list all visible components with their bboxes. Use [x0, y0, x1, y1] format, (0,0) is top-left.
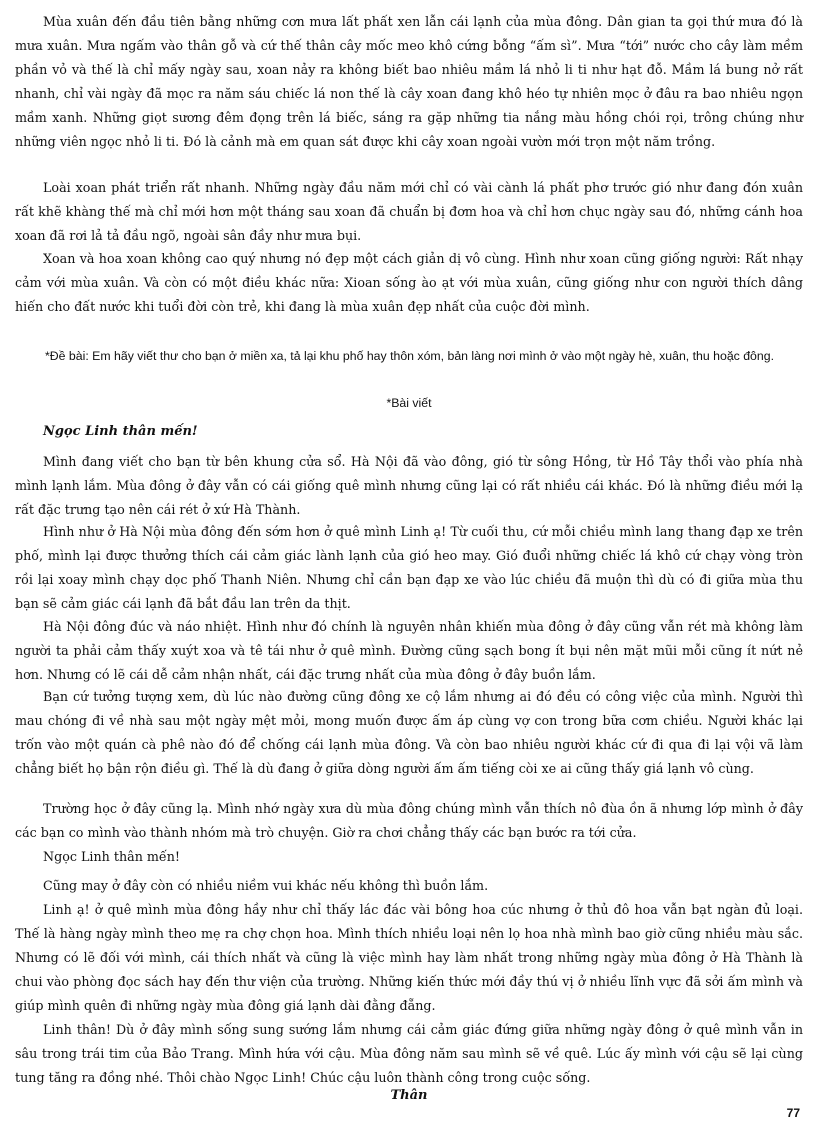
intro-paragraph-3: Xoan và hoa xoan không cao quý nhưng nó đẹp một cách giản dị vô cùng. Hình như xoan cũng giống người: Rất nhạy cảm với mùa xuân. Và còn có một điều khác nữa: Xioan sống ào ạt với mùa xuân, cũng giống như con người thích dâng hiến cho đất nước khi tuổi đời còn trẻ, khi đang là mùa xuân đẹp nhất của cuộc đời mình.	[15, 251, 803, 314]
essay-paragraph-5: Trường học ở đây cũng lạ. Mình nhớ ngày xưa dù mùa đông chúng mình vẫn thích nô đùa ồn ã nhưng lớp mình ở đây các bạn co mình vào thành nhóm mà trò chuyện. Giờ ra chơi chẳng thấy các bạn bước ra tới cửa.	[15, 801, 803, 840]
intro-paragraph-1: Mùa xuân đến đầu tiên bằng những cơn mưa lất phất xen lẫn cái lạnh của mùa đông. Dân gian ta gọi thứ mưa đó là mưa xuân. Mưa ngấm vào thân gỗ và cứ thế thân cây mốc meo khô cứng bỗng “ấm sì”. Mưa “tới” nước cho cây làm mềm phần vỏ và thế là chỉ mấy ngày sau, xoan nảy ra không biết bao nhiêu mầm lá nhỏ li ti như hạt đỗ. Mầm lá bung nở rất nhanh, chỉ vài ngày đã mọc ra năm sáu chiếc lá non thế là cây xoan đang khô héo tự nhiên mọc ở đâu ra bao nhiêu ngọn mầm xanh. Những giọt sương đêm đọng trên lá biếc, sáng ra gặp những tia nắng màu hồng chói rọi, trông chúng như những viên ngọc nhỏ li ti. Đó là cảnh mà em quan sát được khi cây xoan ngoài vườn mới trọn một năm trồng.	[15, 14, 803, 149]
essay-paragraph-7: Cũng may ở đây còn có nhiều niềm vui khác nếu không thì buồn lắm.	[43, 878, 489, 893]
letter-signature: Thân	[390, 1088, 428, 1103]
essay-paragraph-3: Hà Nội đông đúc và náo nhiệt. Hình như đó chính là nguyên nhân khiến mùa đông ở đây cũng vẫn rét mà không làm người ta phải cảm thấy xuýt xoa và tê tái như ở quê mình. Đường cũng sạch bong ít bụi nên mặt mũi mỗi cũng ít nứt nẻ hơn. Nhưng có lẽ cái dễ cảm nhận nhất, cái đặc trưng nhất của mùa đông ở đây buồn lắm.	[15, 619, 803, 682]
essay-paragraph-4: Bạn cứ tưởng tượng xem, dù lúc nào đường cũng đông xe cộ lắm nhưng ai đó đều có công việc của mình. Người thì mau chóng đi về nhà sau một ngày mệt mỏi, mong muốn được ấm áp cùng vợ con trong bữa cơm chiều. Người khác lại trốn vào một quán cà phê nào đó để chống cái lạnh mùa đông. Và còn bao nhiêu người khác cứ đi qua đi lại vội vã làm chẳng biết họ bận rộn điều gì. Thế là dù đang ở giữa dòng người ấm ấm tiếng còi xe ai cũng thấy giá lạnh vô cùng.	[15, 689, 803, 776]
page-number: 77	[786, 1106, 800, 1120]
essay-paragraph-2: Hình như ở Hà Nội mùa đông đến sớm hơn ở quê mình Linh ạ! Từ cuối thu, cứ mỗi chiều mình lang thang đạp xe trên phố, mình lại được thưởng thích cái cảm giác lành lạnh của gió heo may. Gió đuổi những chiếc lá khô cứ chạy vòng tròn rồi lại xoay mình chạy dọc phố Thanh Niên. Nhưng chỉ cần bạn đạp xe vào lúc chiều đã muộn thì dù có đi giữa mùa thu bạn sẽ cảm giác cái lạnh đã bắt đầu lan trên da thịt.	[15, 524, 803, 611]
essay-paragraph-8: Linh ạ! ở quê mình mùa đông hầy như chỉ thấy lác đác vài bông hoa cúc nhưng ở thủ đô hoa vẫn bạt ngàn đủ loại. Thế là hàng ngày mình theo mẹ ra chợ chọn hoa. Mình thích nhiều loại nên lọ hoa nhà mình bao giờ cũng nhiều màu sắc. Nhưng có lẽ đối với mình, cái thích nhất và cũng là việc mình hay làm nhất trong những ngày mùa đông ở Hà Thành là chui vào phòng đọc sách hay đến thư viện của trường. Những kiến thức mới đầy thú vị ở nhiều lĩnh vực đã sởi ấm mình và giúp mình quên đi những ngày mùa đông giá lạnh dài đằng đẵng.	[15, 902, 803, 1013]
essay-paragraph-6: Ngọc Linh thân mến!	[43, 849, 181, 864]
essay-heading: *Bài viết	[386, 396, 432, 410]
essay-prompt: *Đề bài: Em hãy viết thư cho bạn ở miền xa, tả lại khu phố hay thôn xóm, bản làng nơi mình ở vào một ngày hè, xuân, thu hoặc đông.	[45, 349, 774, 363]
essay-paragraph-1: Mình đang viết cho bạn từ bên khung cửa sổ. Hà Nội đã vào đông, gió từ sông Hồng, từ Hồ Tây thổi vào phía nhà mình lạnh lắm. Mùa đông ở đây vẫn có cái giống quê mình nhưng cũng lại có rất nhiều cái khác. Đó là những điều mới lạ rất đặc trưng tạo nên cái rét ở xứ Hà Thành.	[15, 454, 803, 517]
letter-greeting: Ngọc Linh thân mến!	[43, 424, 198, 439]
essay-paragraph-9: Linh thân! Dù ở đây mình sống sung sướng lắm nhưng cái cảm giác đứng giữa những ngày đông ở quê mình vẫn in sâu trong trái tim của Bảo Trang. Mình hứa với cậu. Mùa đông năm sau mình sẽ về quê. Lúc ấy mình với cậu sẽ lại cùng tung tăng ra đồng nhé. Thôi chào Ngọc Linh! Chúc cậu luôn thành công trong cuộc sống.	[15, 1022, 803, 1085]
intro-paragraph-2: Loài xoan phát triển rất nhanh. Những ngày đầu năm mới chỉ có vài cành lá phất phơ trước gió như đang đón xuân rất khẽ khàng thế mà chỉ mới hơn một tháng sau xoan đã chuẩn bị đơm hoa và chỉ hơn chục ngày sau đó, những cánh hoa xoan đã rơi lả tả đầu ngõ, ngoài sân đầy như mưa bụi.	[15, 180, 803, 243]
